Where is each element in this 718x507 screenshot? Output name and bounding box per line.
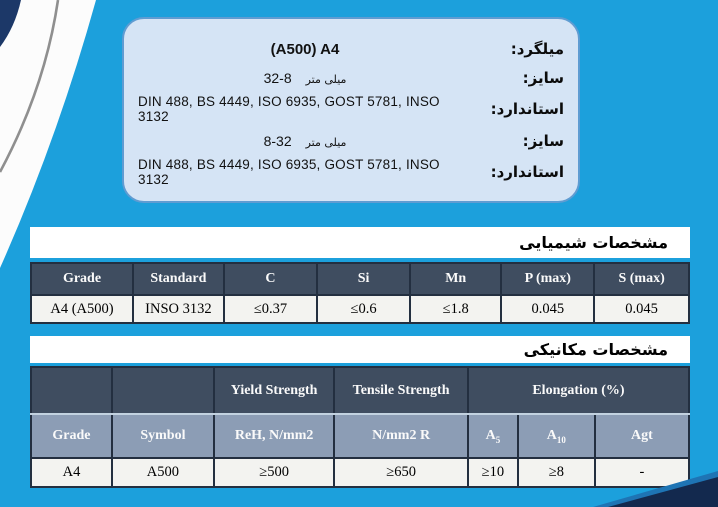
chemical-section-title-bar	[30, 227, 690, 258]
wedge-dark-layer	[608, 477, 718, 507]
mech-cell-grade: A4	[31, 458, 112, 487]
info-row-standard-1	[138, 94, 564, 124]
bottom-right-ornament	[548, 465, 718, 507]
mechanical-section-title-bar	[30, 336, 690, 363]
standard-value-wrap-1	[138, 94, 472, 124]
size-value-1: 32-8	[263, 69, 292, 86]
product-label: میلگرد:	[510, 40, 564, 58]
chem-header-grade: Grade	[31, 263, 133, 295]
mech-cell-tensile: ≥650	[334, 458, 468, 487]
a10-base: A	[546, 427, 557, 443]
chemical-section-title: مشخصات شیمیایی	[519, 233, 668, 252]
standard-label-1: استاندارد:	[490, 100, 564, 118]
info-row-product	[138, 37, 564, 61]
product-info-box	[122, 17, 580, 203]
chem-cell-mn: ≤1.8	[410, 295, 501, 323]
chem-cell-s-max: 0.045	[594, 295, 689, 323]
standard-value-2: DIN 488, BS 4449, ISO 6935, GOST 5781, INSO 3132	[138, 157, 440, 187]
chem-cell-si: ≤0.6	[317, 295, 410, 323]
mech-header-grade: Grade	[31, 414, 112, 458]
info-row-size-1	[138, 66, 564, 90]
standard-value-wrap-2	[138, 157, 472, 187]
mech-header-rm: N/mm2 R	[334, 414, 468, 458]
chemical-table	[30, 262, 690, 324]
mech-cell-a5: ≥10	[468, 458, 518, 487]
size-value-2: 8-32	[263, 132, 292, 149]
chem-header-si: Si	[317, 263, 410, 295]
mechanical-subheader-row	[31, 414, 689, 458]
size-unit-2: میلی متر	[305, 135, 347, 149]
mech-group-empty-symbol	[112, 367, 214, 414]
mech-cell-symbol: A500	[112, 458, 214, 487]
chem-cell-standard: INSO 3132	[133, 295, 224, 323]
chem-cell-grade: A4 (A500)	[31, 295, 133, 323]
mech-group-elongation: Elongation (%)	[468, 367, 689, 414]
info-row-standard-2	[138, 157, 564, 187]
chem-header-c: C	[224, 263, 317, 295]
chemical-data-row	[31, 295, 689, 323]
mech-header-agt: Agt	[595, 414, 689, 458]
mech-cell-yield: ≥500	[214, 458, 334, 487]
mech-group-empty-grade	[31, 367, 112, 414]
chemical-header-row	[31, 263, 689, 295]
product-value-wrap	[138, 41, 472, 58]
mech-header-a10	[518, 414, 595, 458]
a10-subscript: 10	[556, 434, 566, 445]
standard-label-2: استاندارد:	[490, 163, 564, 181]
chem-header-s-max: S (max)	[594, 263, 689, 295]
info-row-size-2	[138, 129, 564, 153]
chem-cell-p-max: 0.045	[501, 295, 594, 323]
chem-header-standard: Standard	[133, 263, 224, 295]
size-label-2: سایز:	[522, 131, 564, 150]
chem-header-p-max: P (max)	[501, 263, 594, 295]
size-label-1: سایز:	[522, 68, 564, 87]
mechanical-section-title: مشخصات مکانیکی	[523, 340, 668, 359]
mech-header-symbol: Symbol	[112, 414, 214, 458]
mech-cell-a10: ≥8	[518, 458, 595, 487]
a5-base: A	[485, 427, 496, 443]
chem-cell-c: ≤0.37	[224, 295, 317, 323]
mech-header-reh: ReH, N/mm2	[214, 414, 334, 458]
size-unit-1: میلی متر	[305, 72, 347, 86]
size-value-wrap-2	[138, 133, 472, 149]
standard-value-1: DIN 488, BS 4449, ISO 6935, GOST 5781, INSO 3132	[138, 94, 440, 124]
chem-header-mn: Mn	[410, 263, 501, 295]
product-value: (A500) A4	[270, 40, 340, 58]
size-value-wrap-1	[138, 70, 472, 86]
mechanical-group-header-row	[31, 367, 689, 414]
mech-group-yield-strength: Yield Strength	[214, 367, 334, 414]
mech-cell-agt: -	[595, 458, 689, 487]
mech-header-a5	[468, 414, 518, 458]
a5-subscript: 5	[495, 434, 501, 445]
mech-group-tensile-strength: Tensile Strength	[334, 367, 468, 414]
